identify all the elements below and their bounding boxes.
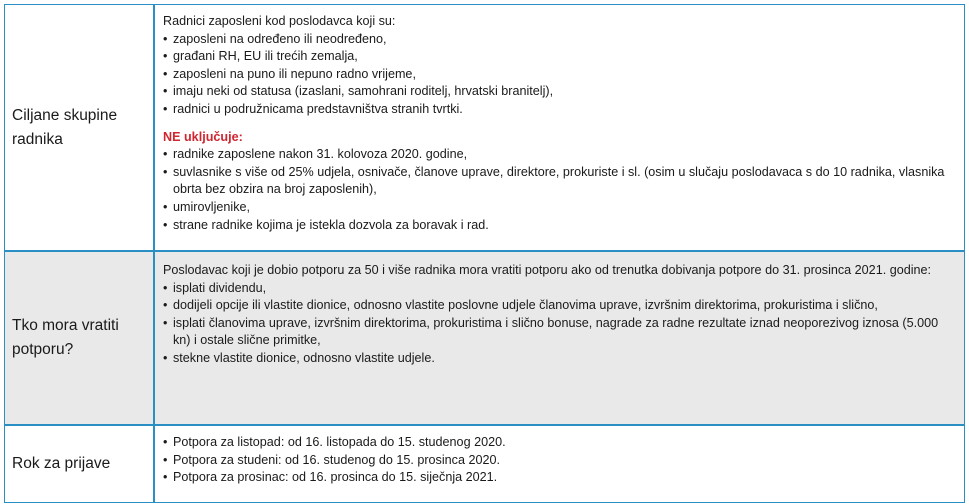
list-item: • isplati članovima uprave, izvršnim direktorima, prokuristima i slično bonuse, nagrade za radne rezultate iznad neoporezivog iznosa (5.000 kn) i ostale slične primitke, — [163, 315, 958, 350]
row-label: Tko mora vratiti potporu? — [5, 252, 155, 424]
bullet-list — [163, 31, 958, 119]
list-item: • radnici u podružnicama predstavništva stranih tvrtki. — [163, 101, 958, 119]
list-item: • isplati dividendu, — [163, 280, 958, 298]
list-item: • imaju neki od statusa (izaslani, samohrani roditelj, hrvatski branitelj), — [163, 83, 958, 101]
row-content — [155, 252, 964, 424]
list-item: • suvlasnike s više od 25% udjela, osnivače, članove uprave, direktore, prokuriste i sl. (osim u slučaju poslodavaca s do 10 radnika, vlasnika obrta bez obzira na broj zaposlenih), — [163, 164, 958, 199]
intro-text: Poslodavac koji je dobio potporu za 50 i više radnika mora vratiti potporu ako od trenutka dobivanja potpore do 31. prosinca 2021. godine: — [163, 263, 932, 277]
list-item: • radnike zaposlene nakon 31. kolovoza 2020. godine, — [163, 146, 958, 164]
intro-text: Radnici zaposleni kod poslodavca koji su: — [163, 14, 396, 28]
list-item: • Potpora za prosinac: od 16. prosinca do 15. siječnja 2021. — [163, 469, 958, 487]
list-item: • zaposleni na određeno ili neodređeno, — [163, 31, 958, 49]
table-row-target-groups — [5, 5, 964, 252]
list-item: • građani RH, EU ili trećih zemalja, — [163, 48, 958, 66]
info-table — [4, 4, 965, 503]
list-item: • Potpora za studeni: od 16. studenog do 15. prosinca 2020. — [163, 452, 958, 470]
list-item: • dodijeli opcije ili vlastite dionice, odnosno vlastite poslovne udjele članovima uprave, izvršnim direktorima, prokuristima i slično, — [163, 297, 958, 315]
row-label: Rok za prijave — [5, 426, 155, 502]
table-row-deadlines — [5, 426, 964, 502]
list-item: • zaposleni na puno ili nepuno radno vrijeme, — [163, 66, 958, 84]
row-label: Ciljane skupine radnika — [5, 5, 155, 250]
bullet-list — [163, 434, 958, 487]
row-content — [155, 426, 964, 502]
list-item: • stekne vlastite dionice, odnosno vlastite udjele. — [163, 350, 958, 368]
list-item: • strane radnike kojima je istekla dozvola za boravak i rad. — [163, 217, 958, 235]
exclusion-title: NE uključuje: — [163, 129, 243, 144]
bullet-list — [163, 280, 958, 368]
list-item: • umirovljenike, — [163, 199, 958, 217]
list-item: • Potpora za listopad: od 16. listopada do 15. studenog 2020. — [163, 434, 958, 452]
row-content — [155, 5, 964, 250]
exclusion-list — [163, 146, 958, 234]
table-row-repayment — [5, 252, 964, 426]
